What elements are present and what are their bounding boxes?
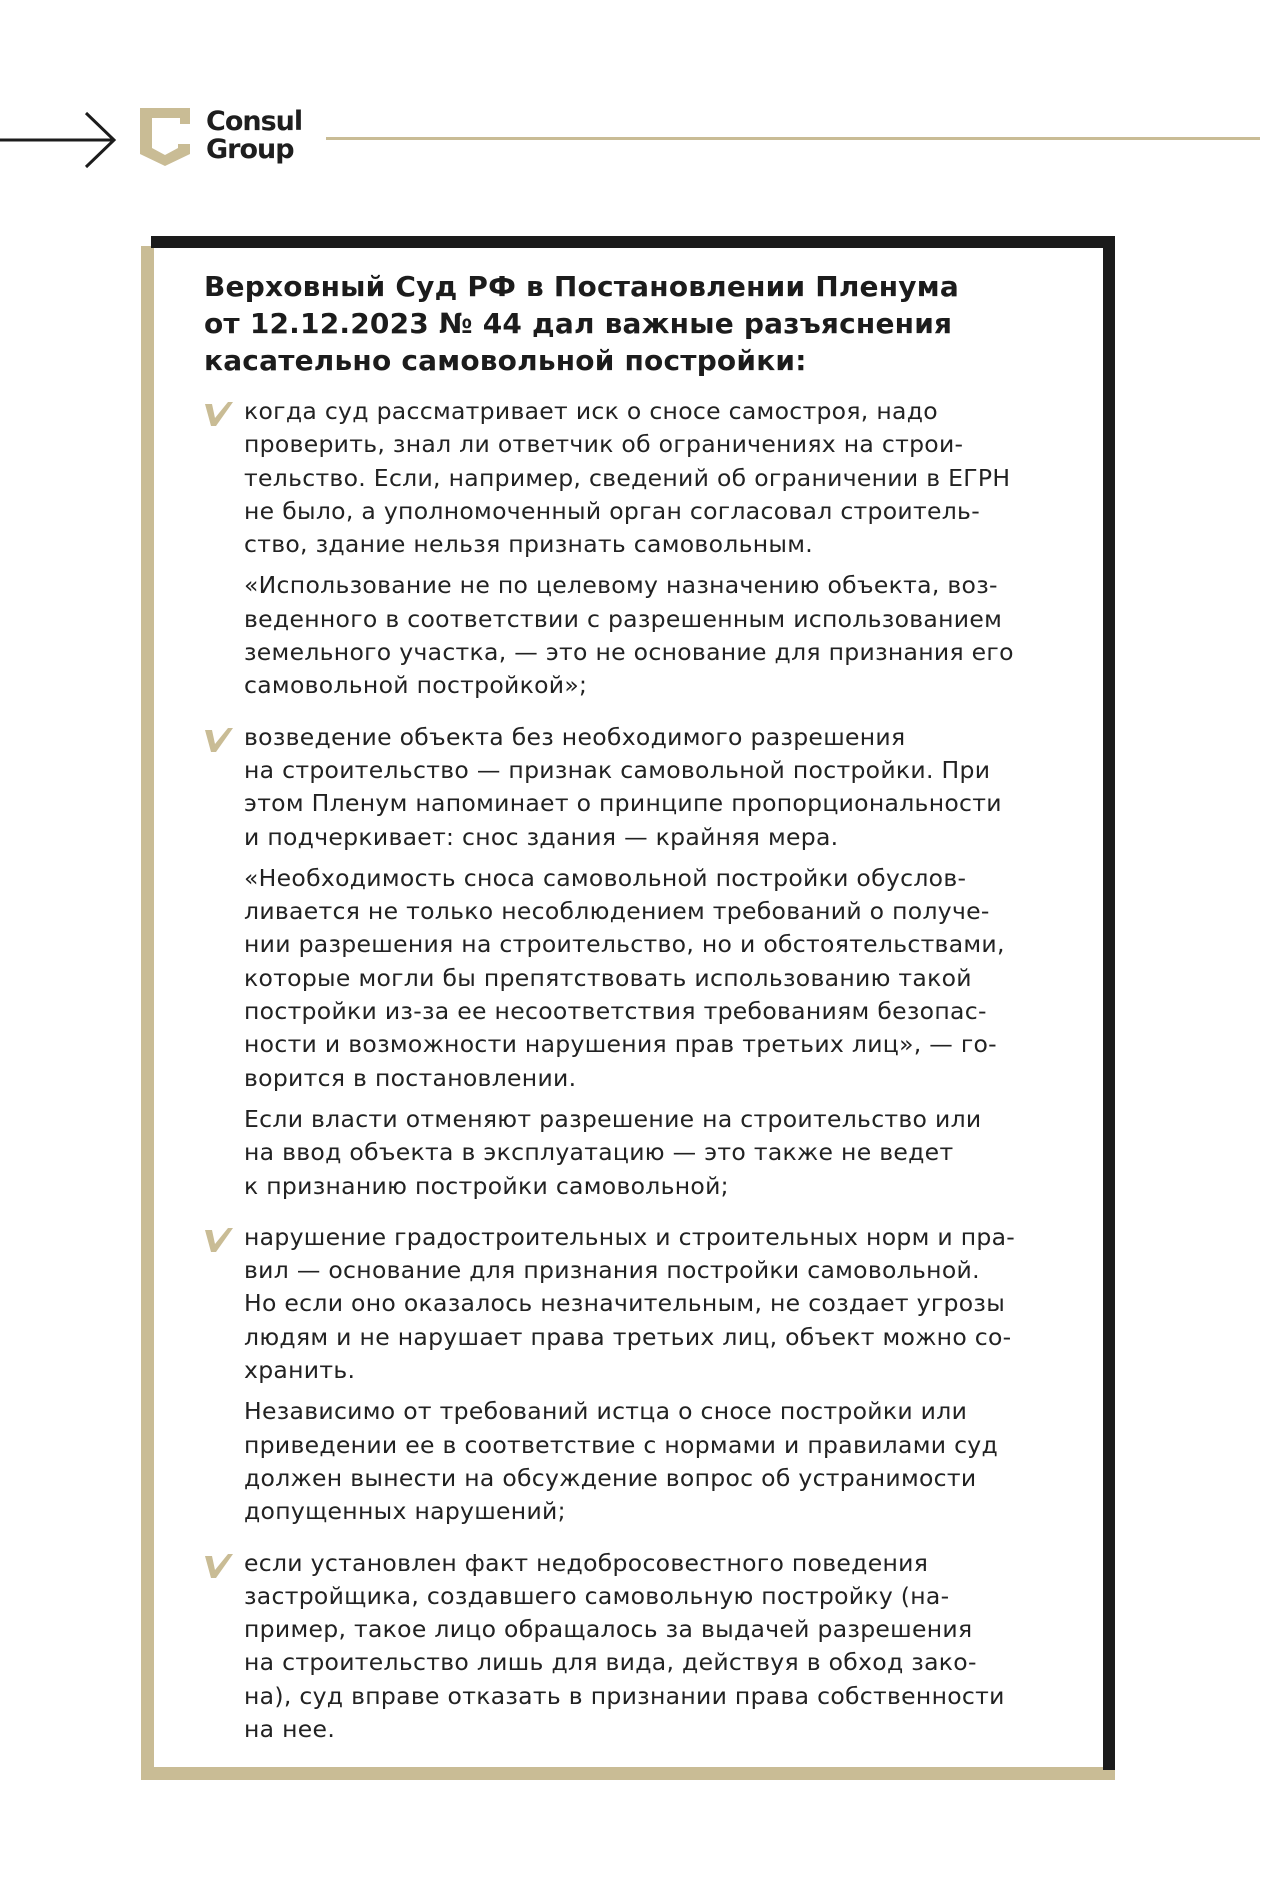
frame-accent-bottom [141,1767,1115,1780]
list-item-paragraph: если установлен факт недобросовестного поведения застройщика, создавшего самовольную постройку (на- пример, такое лицо обращалось за выдачей разрешения на строительство лишь для вида, действуя в обход зако- на), суд вправе отказать в признании права собственности на нее. [244,1548,1005,1743]
header [0,80,1261,180]
arrow-right-icon [0,110,118,170]
list-item [204,1221,1064,1529]
check-icon [204,1553,234,1579]
check-icon [204,1227,234,1253]
frame-border-top [151,236,1115,248]
bullet-list [204,395,1064,1746]
logo-line-2: Group [206,134,294,165]
list-item-paragraph: Независимо от требований истца о сносе постройки или приведении ее в соответствие с нормами и правилами суд должен вынести на обсуждение вопрос об устранимости допущенных нарушений; [244,1397,999,1526]
frame-accent-left [141,246,154,1780]
list-item [204,1547,1064,1747]
list-item [204,395,1064,703]
list-item-paragraph: когда суд рассматривает иск о сносе самостроя, надо проверить, знал ли ответчик об ограничениях на строи- тельство. Если, например, сведений об ограничении в ЕГРН не было, а уполномоченный орган согласовал строитель- ство, здание нельзя признать самовольным. [244,397,1011,559]
header-divider [326,137,1260,140]
check-icon [204,727,234,753]
check-icon [204,401,234,427]
list-item-paragraph: Если власти отменяют разрешение на строительство или на ввод объекта в эксплуатацию — это также не ведет к признанию постройки самовольной; [244,1104,982,1200]
list-item-paragraph: возведение объекта без необходимого разрешения на строительство — признак самовольной постройки. При этом Пленум напоминает о принципе пропорциональности и подчеркивает: снос здания — крайняя мера. [244,722,1002,851]
list-item-paragraph: «Необходимость сноса самовольной постройки обуслов- ливается не только несоблюдением требований о получе- нии разрешения на строительство, но и обстоятельствами, которые могли бы препятствовать использованию такой постройки из-за ее несоответствия требованиям безопас- ности и возможности нарушения прав третьих лиц», — го- ворится в постановлении. [244,863,1005,1092]
card-title: Верховный Суд РФ в Постановлении Пленума от 12.12.2023 № 44 дал важные разъяснения касательно самовольной постройки: [204,270,959,377]
list-item [204,721,1064,1203]
frame-border-right [1103,236,1115,1770]
consul-group-logo-icon [140,108,190,166]
list-item-paragraph: «Использование не по целевому назначению объекта, воз- веденного в соответствии с разрешенным использованием земельного участка, — это не основание для признания его самовольной постройкой»; [244,571,1014,700]
list-item-paragraph: нарушение градостроительных и строительных норм и пра- вил — основание для признания постройки самовольной. Но если оно оказалось незначительным, не создает угрозы людям и не нарушает права третьих лиц, объект можно со- хранить. [244,1222,1016,1385]
card-content [204,268,1064,1764]
logo-line-1: Consul [206,106,303,137]
logo-text [206,108,302,164]
